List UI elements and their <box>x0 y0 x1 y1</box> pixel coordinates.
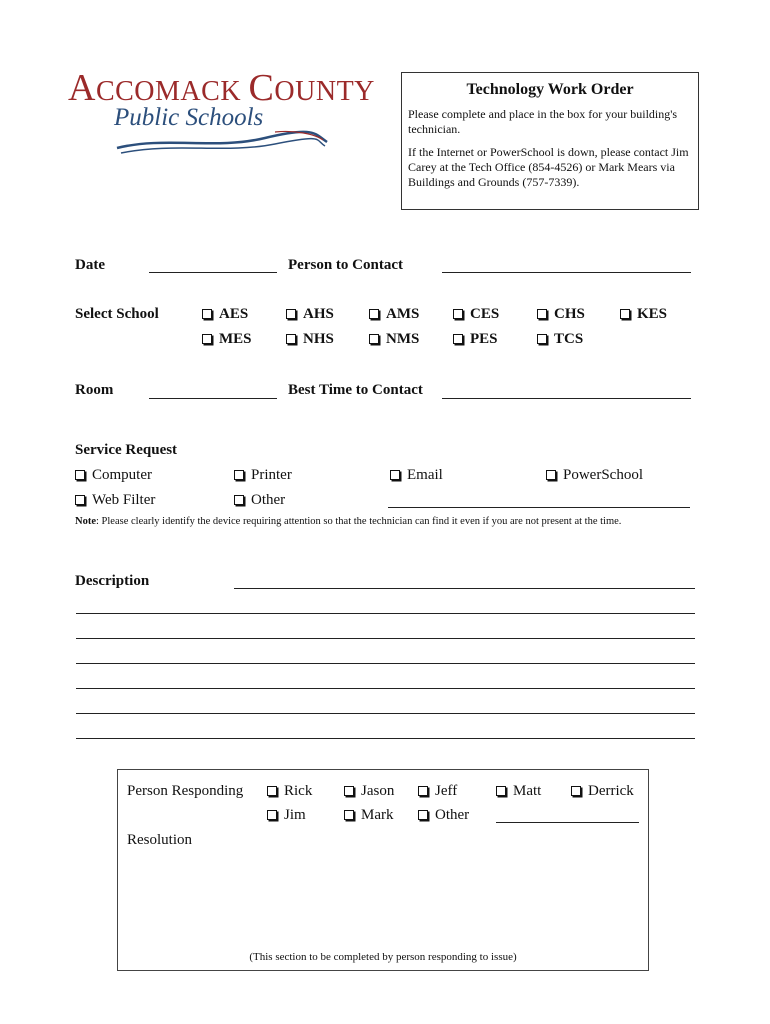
person-responding-label: Person Responding <box>127 783 244 799</box>
responder-option-jim[interactable]: Jim <box>267 807 306 824</box>
responder-option-other[interactable]: Other <box>418 807 469 824</box>
checkbox-icon <box>453 334 463 344</box>
checkbox-icon <box>496 786 506 796</box>
checkbox-icon <box>234 470 244 480</box>
school-option-kes[interactable]: KES <box>620 306 667 323</box>
logo-wave-icon <box>115 128 330 156</box>
checkbox-icon <box>453 309 463 319</box>
person-to-contact-field[interactable] <box>442 272 691 273</box>
response-footer-text: (This section to be completed by person responding to issue) <box>249 951 517 963</box>
form-title: Technology Work Order <box>466 81 634 98</box>
contact-info-text: If the Internet or PowerSchool is down, please contact Jim Carey at the Tech Office (854-4526) or Mark Mears via Buildings and Grounds (757-7339). <box>408 145 689 189</box>
info-box <box>401 72 699 210</box>
service-request-label: Service Request <box>75 442 178 458</box>
school-option-chs[interactable]: CHS <box>537 306 585 323</box>
service-other-field[interactable] <box>388 507 690 508</box>
checkbox-icon <box>571 786 581 796</box>
checkbox-icon <box>202 309 212 319</box>
checkbox-icon <box>344 810 354 820</box>
service-option-powerschool[interactable]: PowerSchool <box>546 467 643 484</box>
checkbox-icon <box>390 470 400 480</box>
logo-text-ounty: OUNTY <box>274 76 375 107</box>
checkbox-icon <box>286 334 296 344</box>
select-school-label: Select School <box>75 306 159 322</box>
responder-option-mark[interactable]: Mark <box>344 807 394 824</box>
description-line-4[interactable] <box>76 663 695 664</box>
person-to-contact-label: Person to Contact <box>288 257 403 273</box>
checkbox-icon <box>537 334 547 344</box>
checkbox-icon <box>418 786 428 796</box>
checkbox-icon <box>234 495 244 505</box>
checkbox-icon <box>369 309 379 319</box>
checkbox-icon <box>344 786 354 796</box>
responder-option-jeff[interactable]: Jeff <box>418 783 457 800</box>
best-time-field[interactable] <box>442 398 691 399</box>
logo-initial-a: A <box>68 67 96 109</box>
checkbox-icon <box>546 470 556 480</box>
date-field[interactable] <box>149 272 277 273</box>
resolution-label: Resolution <box>127 832 193 848</box>
logo-initial-c: C <box>248 67 275 109</box>
room-field[interactable] <box>149 398 277 399</box>
description-line-3[interactable] <box>76 638 695 639</box>
description-line-6[interactable] <box>76 713 695 714</box>
note-text: Note: Please clearly identify the device requiring attention so that the technician can find it even if you are not present at the time. <box>75 516 622 527</box>
responder-other-field[interactable] <box>496 822 639 823</box>
description-label: Description <box>75 573 150 589</box>
description-line-7[interactable] <box>76 738 695 739</box>
description-line-1[interactable] <box>234 588 695 589</box>
checkbox-icon <box>75 470 85 480</box>
checkbox-icon <box>286 309 296 319</box>
checkbox-icon <box>75 495 85 505</box>
school-option-tcs[interactable]: TCS <box>537 331 583 348</box>
school-option-nms[interactable]: NMS <box>369 331 419 348</box>
service-option-printer[interactable]: Printer <box>234 467 292 484</box>
responder-option-jason[interactable]: Jason <box>344 783 394 800</box>
best-time-label: Best Time to Contact <box>288 382 423 398</box>
room-label: Room <box>75 382 114 398</box>
logo-text-ccomack: CCOMACK <box>95 76 249 107</box>
checkbox-icon <box>202 334 212 344</box>
service-option-email[interactable]: Email <box>390 467 443 484</box>
school-option-ams[interactable]: AMS <box>369 306 419 323</box>
description-line-5[interactable] <box>76 688 695 689</box>
school-option-aes[interactable]: AES <box>202 306 248 323</box>
instructions-text: Please complete and place in the box for your building's technician. <box>408 107 678 136</box>
service-option-web-filter[interactable]: Web Filter <box>75 492 155 509</box>
checkbox-icon <box>537 309 547 319</box>
responder-option-rick[interactable]: Rick <box>267 783 312 800</box>
school-option-mes[interactable]: MES <box>202 331 252 348</box>
service-option-other[interactable]: Other <box>234 492 285 509</box>
school-option-ces[interactable]: CES <box>453 306 499 323</box>
checkbox-icon <box>418 810 428 820</box>
responder-option-derrick[interactable]: Derrick <box>571 783 634 800</box>
date-label: Date <box>75 257 105 273</box>
logo-subtitle: Public Schools <box>114 104 264 131</box>
school-option-nhs[interactable]: NHS <box>286 331 334 348</box>
checkbox-icon <box>267 810 277 820</box>
service-option-computer[interactable]: Computer <box>75 467 152 484</box>
response-box <box>117 769 649 971</box>
school-option-ahs[interactable]: AHS <box>286 306 334 323</box>
school-option-pes[interactable]: PES <box>453 331 498 348</box>
description-line-2[interactable] <box>76 613 695 614</box>
checkbox-icon <box>620 309 630 319</box>
checkbox-icon <box>369 334 379 344</box>
checkbox-icon <box>267 786 277 796</box>
responder-option-matt[interactable]: Matt <box>496 783 541 800</box>
